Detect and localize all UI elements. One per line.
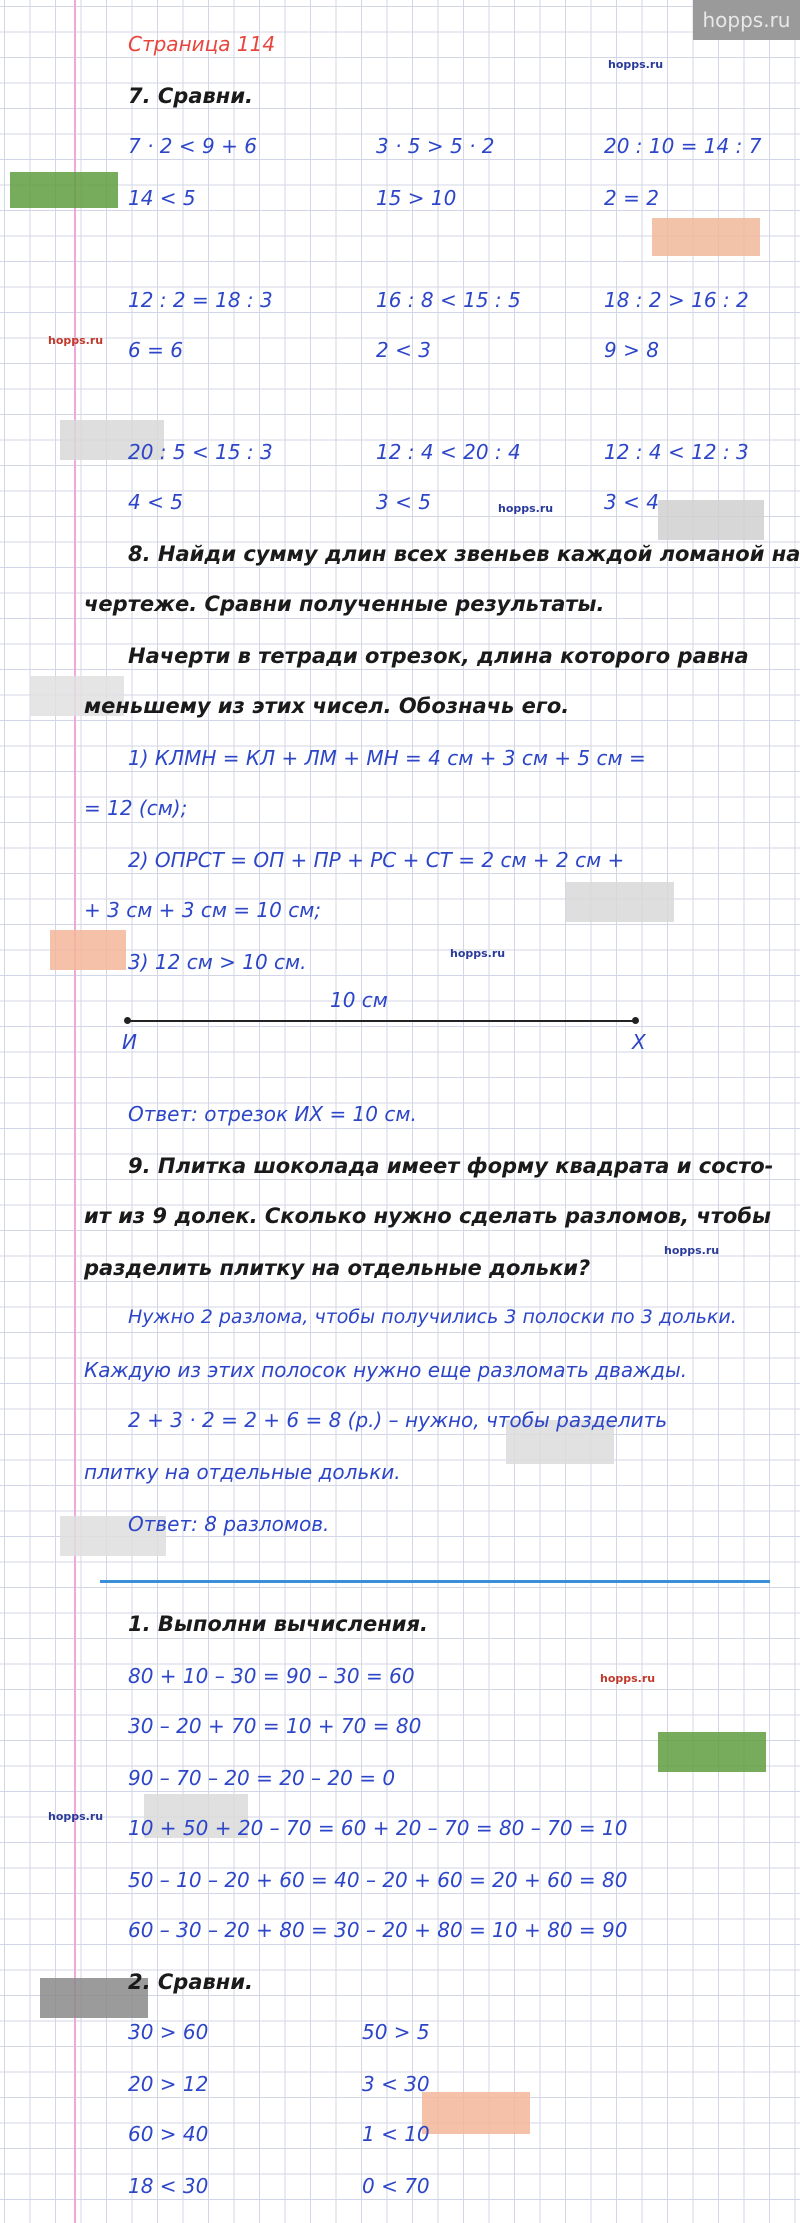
- segment-line: [127, 1020, 635, 1022]
- comparison: 18 < 30: [128, 2174, 209, 2198]
- watermark-badge: hopps.ru: [693, 0, 800, 40]
- comparison: 6 = 6: [128, 338, 183, 362]
- segment-point: [124, 1017, 131, 1024]
- calc-line: 30 – 20 + 70 = 10 + 70 = 80: [128, 1714, 422, 1738]
- calc-line: 10 + 50 + 20 – 70 = 60 + 20 – 70 = 80 – 70 = 10: [128, 1816, 628, 1840]
- task9-text: 9. Плитка шоколада имеет форму квадрата и состо-: [128, 1154, 774, 1178]
- task8-answer: + 3 см + 3 см = 10 см;: [84, 898, 322, 922]
- task9-answer: Каждую из этих полосок нужно еще разломать дважды.: [84, 1358, 688, 1382]
- watermark-text: hopps.ru: [450, 947, 506, 960]
- comparison: 0 < 70: [362, 2174, 430, 2198]
- task9-answer: плитку на отдельные дольки.: [84, 1460, 401, 1484]
- comparison: 60 > 40: [128, 2122, 209, 2146]
- segment-point: [632, 1017, 639, 1024]
- task9-answer: 2 + 3 · 2 = 2 + 6 = 8 (р.) – нужно, чтобы разделить: [128, 1408, 668, 1432]
- comparison: 3 < 5: [376, 490, 431, 514]
- watermark-text: hopps.ru: [48, 334, 104, 347]
- task8-text: Начерти в тетради отрезок, длина которого равна: [128, 644, 749, 668]
- page-title: Страница 114: [128, 32, 276, 56]
- watermark-text: hopps.ru: [664, 1244, 720, 1257]
- task8-text: чертеже. Сравни полученные результаты.: [84, 592, 605, 616]
- comparison: 9 > 8: [604, 338, 659, 362]
- comparison: 20 : 5 < 15 : 3: [128, 440, 273, 464]
- task8-final-answer: Ответ: отрезок ИХ = 10 см.: [128, 1102, 417, 1126]
- watermark-block: [10, 172, 118, 208]
- comparison: 14 < 5: [128, 186, 196, 210]
- watermark-block: [658, 1732, 766, 1772]
- section-divider: [100, 1580, 770, 1583]
- calc-line: 90 – 70 – 20 = 20 – 20 = 0: [128, 1766, 396, 1790]
- calc-line: 50 – 10 – 20 + 60 = 40 – 20 + 60 = 20 + 60 = 80: [128, 1868, 628, 1892]
- task8-answer: = 12 (см);: [84, 796, 188, 820]
- task1-heading: 1. Выполни вычисления.: [128, 1612, 428, 1636]
- comparison: 7 · 2 < 9 + 6: [128, 134, 257, 158]
- comparison: 3 < 30: [362, 2072, 430, 2096]
- task8-answer: 1) КЛМН = КЛ + ЛМ + МН = 4 см + 3 см + 5 см =: [128, 746, 646, 770]
- comparison: 12 : 4 < 12 : 3: [604, 440, 749, 464]
- task8-text: 8. Найди сумму длин всех звеньев каждой ломаной на: [128, 542, 800, 566]
- comparison: 18 : 2 > 16 : 2: [604, 288, 749, 312]
- comparison: 2 < 3: [376, 338, 431, 362]
- watermark-text: hopps.ru: [498, 502, 554, 515]
- watermark-block: [422, 2092, 530, 2134]
- comparison: 12 : 4 < 20 : 4: [376, 440, 521, 464]
- watermark-text: hopps.ru: [600, 1672, 656, 1685]
- task8-answer: 2) ОПРСТ = ОП + ПР + РС + СТ = 2 см + 2 см +: [128, 848, 625, 872]
- task8-text: меньшему из этих чисел. Обозначь его.: [84, 694, 570, 718]
- calc-line: 80 + 10 – 30 = 90 – 30 = 60: [128, 1664, 415, 1688]
- task8-answer: 3) 12 см > 10 см.: [128, 950, 307, 974]
- comparison: 16 : 8 < 15 : 5: [376, 288, 521, 312]
- watermark-text: hopps.ru: [48, 1810, 104, 1823]
- comparison: 3 < 4: [604, 490, 659, 514]
- task9-final-answer: Ответ: 8 разломов.: [128, 1512, 330, 1536]
- segment-point-label: Х: [632, 1030, 646, 1054]
- comparison: 20 > 12: [128, 2072, 209, 2096]
- comparison: 1 < 10: [362, 2122, 430, 2146]
- segment-length-label: 10 см: [330, 988, 388, 1012]
- watermark-block: [658, 500, 764, 540]
- task7-heading: 7. Сравни.: [128, 84, 254, 108]
- task9-text: ит из 9 долек. Сколько нужно сделать разломов, чтобы: [84, 1204, 772, 1228]
- comparison: 4 < 5: [128, 490, 183, 514]
- task9-text: разделить плитку на отдельные дольки?: [84, 1256, 591, 1280]
- segment-point-label: И: [122, 1030, 137, 1054]
- calc-line: 60 – 30 – 20 + 80 = 30 – 20 + 80 = 10 + 80 = 90: [128, 1918, 628, 1942]
- comparison: 20 : 10 = 14 : 7: [604, 134, 762, 158]
- comparison: 12 : 2 = 18 : 3: [128, 288, 273, 312]
- comparison: 2 = 2: [604, 186, 659, 210]
- comparison: 30 > 60: [128, 2020, 209, 2044]
- task9-answer: Нужно 2 разлома, чтобы получились 3 полоски по 3 дольки.: [128, 1306, 737, 1328]
- watermark-block: [50, 930, 126, 970]
- watermark-text: hopps.ru: [608, 58, 664, 71]
- watermark-block: [566, 882, 674, 922]
- task2-heading: 2. Сравни.: [128, 1970, 254, 1994]
- comparison: 50 > 5: [362, 2020, 430, 2044]
- comparison: 3 · 5 > 5 · 2: [376, 134, 495, 158]
- watermark-block: [652, 218, 760, 256]
- comparison: 15 > 10: [376, 186, 457, 210]
